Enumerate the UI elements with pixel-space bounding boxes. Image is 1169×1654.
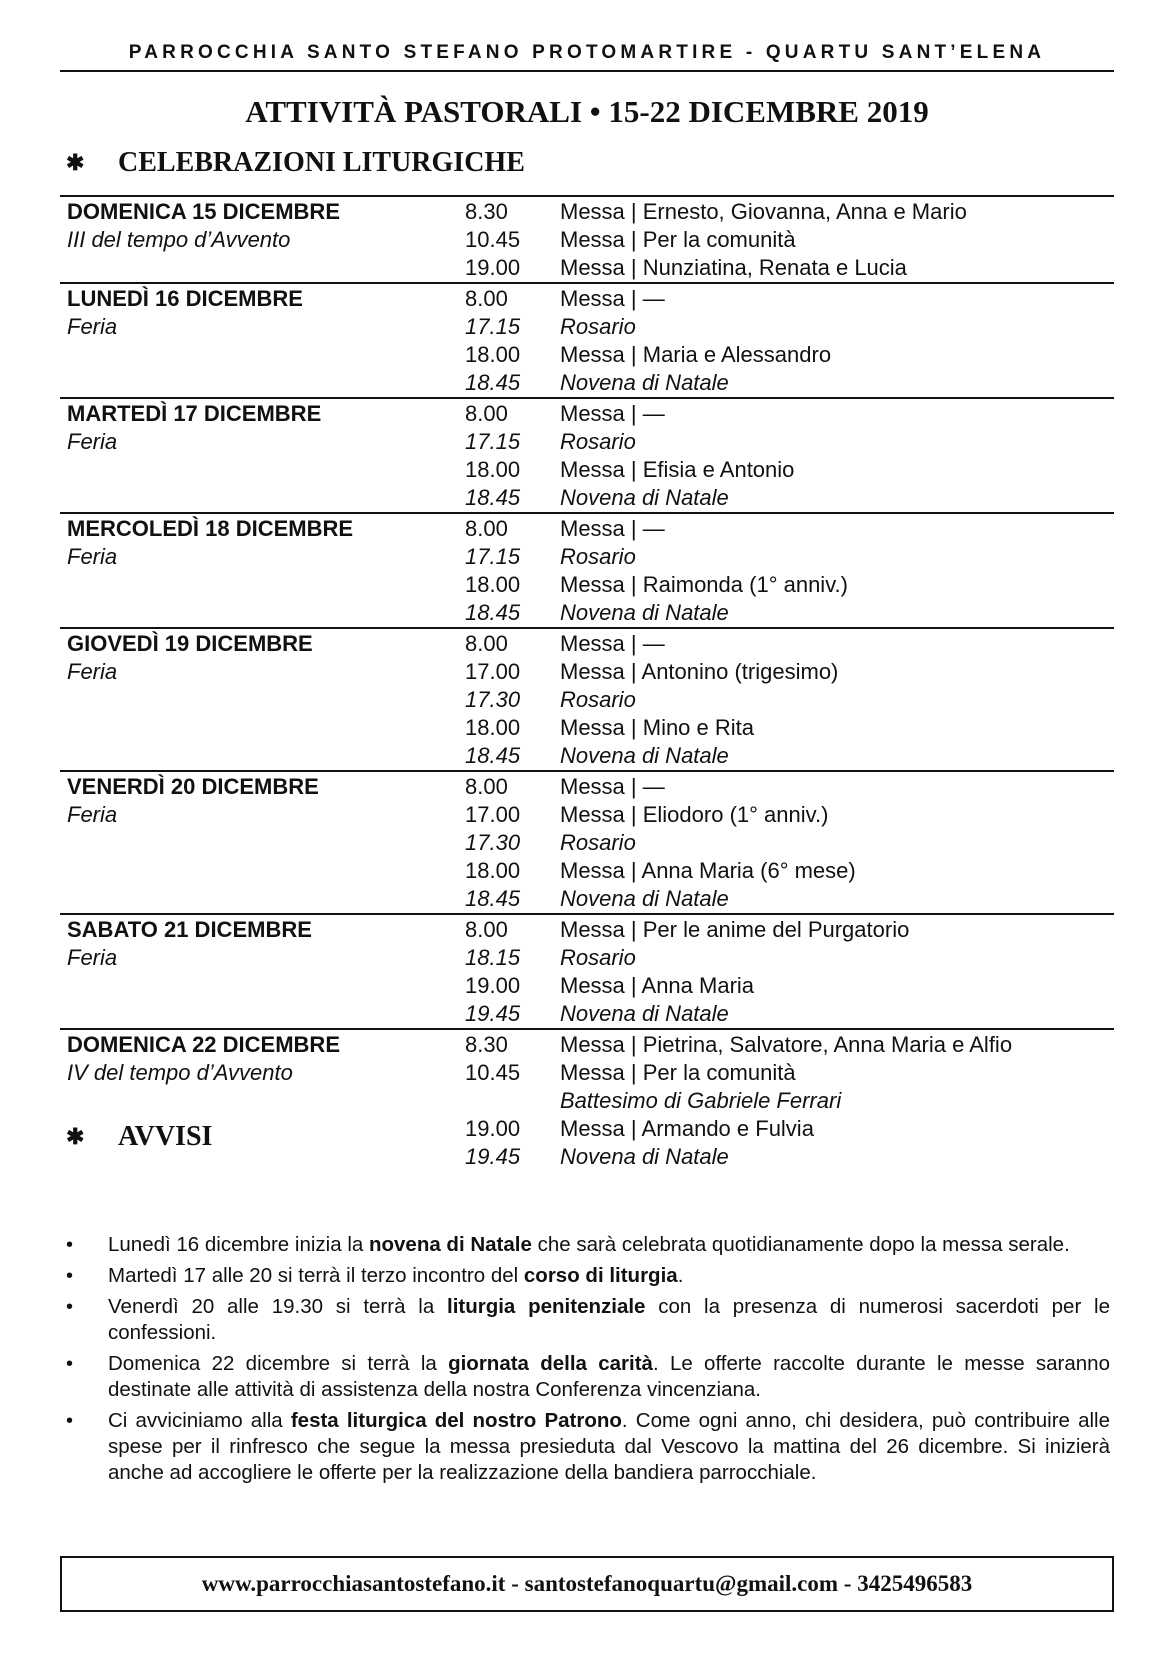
event-description: Messa | — bbox=[560, 774, 665, 799]
day-info bbox=[60, 285, 465, 397]
event-row bbox=[465, 857, 1114, 885]
notices-heading bbox=[66, 1120, 212, 1154]
event-description: Messa | — bbox=[560, 516, 665, 541]
day-name: MARTEDÌ 17 DICEMBRE bbox=[67, 401, 322, 426]
event-time: 8.00 bbox=[465, 917, 508, 942]
events-list bbox=[465, 400, 1114, 512]
events-list bbox=[465, 630, 1114, 770]
day-info bbox=[60, 916, 465, 1028]
event-row bbox=[465, 972, 1114, 1000]
liturgical-day: Feria bbox=[67, 659, 118, 684]
liturgical-day: Feria bbox=[67, 945, 118, 970]
event-time: 18.00 bbox=[465, 572, 521, 597]
day-block bbox=[60, 913, 1114, 1028]
phone-number: 3425496583 bbox=[857, 1571, 973, 1596]
event-row bbox=[465, 1031, 1114, 1059]
event-time: 18.00 bbox=[465, 858, 521, 883]
celebrations-heading bbox=[66, 146, 525, 180]
event-description: Messa | — bbox=[560, 631, 665, 656]
event-description: Messa | Pietrina, Salvatore, Anna Maria e Alfio bbox=[560, 1032, 1013, 1057]
events-list bbox=[465, 198, 1114, 282]
event-description: Messa | Armando e Fulvia bbox=[560, 1116, 814, 1141]
event-description: Messa | Mino e Rita bbox=[560, 715, 755, 740]
liturgical-day: III del tempo d’Avvento bbox=[67, 227, 291, 252]
event-row bbox=[465, 1059, 1114, 1087]
event-time: 18.00 bbox=[465, 457, 521, 482]
bullet-icon: • bbox=[66, 1234, 74, 1256]
event-time: 18.45 bbox=[465, 886, 521, 911]
notice-item bbox=[66, 1294, 1110, 1346]
event-time: 18.00 bbox=[465, 715, 521, 740]
event-row bbox=[465, 1087, 1114, 1115]
event-time: 10.45 bbox=[465, 1060, 521, 1085]
notice-text: . Come ogni anno, chi desidera, può contribuire alle spese per il rinfresco che segue la messa presieduta dal Vescovo la mattina del 26 dicembre. Si inizierà anche ad accogliere le offerte per la realizzazione della bandiera parrocchiale. bbox=[108, 1409, 1110, 1484]
event-row bbox=[465, 801, 1114, 829]
bullet-icon: • bbox=[66, 1353, 74, 1375]
events-list bbox=[465, 515, 1114, 627]
event-description: Rosario bbox=[560, 830, 636, 855]
event-time: 8.30 bbox=[465, 1032, 508, 1057]
event-description: Messa | Eliodoro (1° anniv.) bbox=[560, 802, 829, 827]
bullet-icon: • bbox=[66, 1410, 74, 1432]
notice-text: Venerdì 20 alle 19.30 si terrà la bbox=[108, 1295, 447, 1318]
event-time: 18.45 bbox=[465, 485, 521, 510]
event-row bbox=[465, 369, 1114, 397]
day-info bbox=[60, 515, 465, 627]
footer-separator: - bbox=[505, 1571, 525, 1596]
notice-item bbox=[66, 1351, 1110, 1403]
event-description: Messa | Per la comunità bbox=[560, 1060, 796, 1085]
event-row bbox=[465, 714, 1114, 742]
event-time: 18.00 bbox=[465, 342, 521, 367]
day-info bbox=[60, 630, 465, 770]
event-description: Rosario bbox=[560, 687, 636, 712]
event-row bbox=[465, 599, 1114, 627]
day-block bbox=[60, 512, 1114, 627]
event-time: 19.45 bbox=[465, 1144, 521, 1169]
event-description: Battesimo di Gabriele Ferrari bbox=[560, 1088, 842, 1113]
event-row bbox=[465, 571, 1114, 599]
event-time: 17.15 bbox=[465, 544, 521, 569]
notices-heading-label: AVVISI bbox=[118, 1121, 213, 1152]
event-row bbox=[465, 400, 1114, 428]
event-description: Messa | Nunziatina, Renata e Lucia bbox=[560, 255, 907, 280]
notice-text: che sarà celebrata quotidianamente dopo la messa serale. bbox=[531, 1233, 1070, 1256]
event-row bbox=[465, 1143, 1114, 1171]
event-time: 8.00 bbox=[465, 774, 508, 799]
event-time: 17.15 bbox=[465, 314, 521, 339]
event-description: Novena di Natale bbox=[560, 886, 729, 911]
event-description: Messa | Anna Maria bbox=[560, 973, 755, 998]
event-time: 19.00 bbox=[465, 1116, 521, 1141]
day-name: GIOVEDÌ 19 DICEMBRE bbox=[67, 631, 313, 656]
liturgical-day: Feria bbox=[67, 429, 118, 454]
day-block bbox=[60, 1028, 1114, 1171]
event-description: Rosario bbox=[560, 314, 636, 339]
event-description: Messa | Per la comunità bbox=[560, 227, 796, 252]
event-time bbox=[465, 1087, 560, 1115]
event-time: 8.00 bbox=[465, 631, 508, 656]
event-row bbox=[465, 742, 1114, 770]
event-time: 19.00 bbox=[465, 255, 521, 280]
liturgical-day: Feria bbox=[67, 314, 118, 339]
bullet-icon: • bbox=[66, 1296, 74, 1318]
email-link[interactable]: santostefanoquartu@gmail.com bbox=[524, 1571, 839, 1596]
notice-text: Martedì 17 alle 20 si terrà il terzo incontro del bbox=[108, 1264, 524, 1287]
event-row bbox=[465, 885, 1114, 913]
liturgical-day: Feria bbox=[67, 802, 118, 827]
celebrations-heading-label: CELEBRAZIONI LITURGICHE bbox=[118, 147, 525, 178]
event-time: 18.15 bbox=[465, 945, 521, 970]
notice-highlight: festa liturgica del nostro Patrono bbox=[290, 1409, 622, 1432]
event-row bbox=[465, 658, 1114, 686]
event-description: Messa | Raimonda (1° anniv.) bbox=[560, 572, 848, 597]
event-time: 18.45 bbox=[465, 370, 521, 395]
event-row bbox=[465, 1000, 1114, 1028]
event-description: Messa | Efisia e Antonio bbox=[560, 457, 795, 482]
event-description: Messa | — bbox=[560, 401, 665, 426]
event-time: 17.00 bbox=[465, 659, 521, 684]
event-row bbox=[465, 773, 1114, 801]
day-name: VENERDÌ 20 DICEMBRE bbox=[67, 774, 319, 799]
event-row bbox=[465, 313, 1114, 341]
event-row bbox=[465, 254, 1114, 282]
notice-text: . bbox=[677, 1264, 684, 1287]
day-block bbox=[60, 282, 1114, 397]
event-time: 17.30 bbox=[465, 687, 521, 712]
event-time: 10.45 bbox=[465, 227, 521, 252]
event-description: Rosario bbox=[560, 945, 636, 970]
event-row bbox=[465, 341, 1114, 369]
event-description: Novena di Natale bbox=[560, 1001, 729, 1026]
event-description: Messa | Antonino (trigesimo) bbox=[560, 659, 839, 684]
notice-highlight: corso di liturgia bbox=[523, 1264, 678, 1287]
day-info bbox=[60, 198, 465, 282]
notice-text: Lunedì 16 dicembre inizia la bbox=[108, 1233, 369, 1256]
notice-text: Domenica 22 dicembre si terrà la bbox=[108, 1352, 449, 1375]
day-name: MERCOLEDÌ 18 DICEMBRE bbox=[67, 516, 354, 541]
notice-item bbox=[66, 1232, 1110, 1258]
star-icon: ✱ bbox=[66, 150, 85, 175]
events-list bbox=[465, 773, 1114, 913]
day-name: SABATO 21 DICEMBRE bbox=[67, 917, 312, 942]
day-name: DOMENICA 15 DICEMBRE bbox=[67, 199, 340, 224]
event-time: 19.45 bbox=[465, 1001, 521, 1026]
event-row bbox=[465, 285, 1114, 313]
notice-item bbox=[66, 1263, 1110, 1289]
event-row bbox=[465, 198, 1114, 226]
bullet-icon: • bbox=[66, 1265, 74, 1287]
header-rule bbox=[60, 70, 1114, 72]
event-description: Novena di Natale bbox=[560, 485, 729, 510]
day-block bbox=[60, 627, 1114, 770]
event-time: 8.00 bbox=[465, 401, 508, 426]
event-row bbox=[465, 456, 1114, 484]
parish-header: PARROCCHIA SANTO STEFANO PROTOMARTIRE - QUARTU SANT’ELENA bbox=[128, 42, 1046, 63]
day-block bbox=[60, 397, 1114, 512]
notice-highlight: novena di Natale bbox=[368, 1233, 532, 1256]
event-description: Novena di Natale bbox=[560, 743, 729, 768]
event-description: Messa | Ernesto, Giovanna, Anna e Mario bbox=[560, 199, 967, 224]
event-row bbox=[465, 226, 1114, 254]
notice-text: . Le offerte raccolte durante le messe saranno destinate alle attività di assistenza della nostra Conferenza vincenziana. bbox=[108, 1352, 1110, 1401]
day-info bbox=[60, 773, 465, 913]
event-row bbox=[465, 944, 1114, 972]
event-row bbox=[465, 630, 1114, 658]
event-description: Messa | Per le anime del Purgatorio bbox=[560, 917, 910, 942]
event-row bbox=[465, 829, 1114, 857]
notice-highlight: giornata della carità bbox=[448, 1352, 653, 1375]
event-time: 8.30 bbox=[465, 199, 508, 224]
notice-highlight: liturgia penitenziale bbox=[447, 1295, 646, 1318]
website-link[interactable]: www.parrocchiasantostefano.it bbox=[201, 1571, 506, 1596]
event-time: 17.30 bbox=[465, 830, 521, 855]
event-row bbox=[465, 428, 1114, 456]
event-time: 8.00 bbox=[465, 286, 508, 311]
event-time: 19.00 bbox=[465, 973, 521, 998]
day-block bbox=[60, 770, 1114, 913]
notice-item bbox=[66, 1408, 1110, 1486]
notices-list bbox=[66, 1232, 1110, 1491]
event-row bbox=[465, 543, 1114, 571]
events-list bbox=[465, 285, 1114, 397]
notice-text: Ci avviciniamo alla bbox=[108, 1409, 291, 1432]
day-name: DOMENICA 22 DICEMBRE bbox=[67, 1032, 340, 1057]
events-list bbox=[465, 916, 1114, 1028]
day-info bbox=[60, 400, 465, 512]
event-description: Messa | Maria e Alessandro bbox=[560, 342, 832, 367]
contact-footer bbox=[60, 1556, 1114, 1612]
event-description: Novena di Natale bbox=[560, 370, 729, 395]
celebrations-schedule bbox=[60, 195, 1114, 1171]
event-description: Rosario bbox=[560, 544, 636, 569]
event-description: Messa | Anna Maria (6° mese) bbox=[560, 858, 856, 883]
event-description: Novena di Natale bbox=[560, 1144, 729, 1169]
event-description: Novena di Natale bbox=[560, 600, 729, 625]
event-time: 18.45 bbox=[465, 600, 521, 625]
event-row bbox=[465, 515, 1114, 543]
liturgical-day: Feria bbox=[67, 544, 118, 569]
event-row bbox=[465, 686, 1114, 714]
liturgical-day: IV del tempo d’Avvento bbox=[67, 1060, 293, 1085]
event-description: Rosario bbox=[560, 429, 636, 454]
star-icon: ✱ bbox=[66, 1124, 85, 1149]
event-description: Messa | — bbox=[560, 286, 665, 311]
events-list bbox=[465, 1031, 1114, 1171]
event-time: 8.00 bbox=[465, 516, 508, 541]
event-time: 17.15 bbox=[465, 429, 521, 454]
event-row bbox=[465, 484, 1114, 512]
event-row bbox=[465, 1115, 1114, 1143]
event-time: 17.00 bbox=[465, 802, 521, 827]
day-block bbox=[60, 195, 1114, 282]
day-name: LUNEDÌ 16 DICEMBRE bbox=[67, 286, 303, 311]
notice-text: con la presenza di numerosi sacerdoti per le confessioni. bbox=[108, 1295, 1110, 1344]
page-title: ATTIVITÀ PASTORALI • 15-22 DICEMBRE 2019 bbox=[245, 94, 929, 129]
event-row bbox=[465, 916, 1114, 944]
event-time: 18.45 bbox=[465, 743, 521, 768]
footer-separator: - bbox=[838, 1571, 858, 1596]
